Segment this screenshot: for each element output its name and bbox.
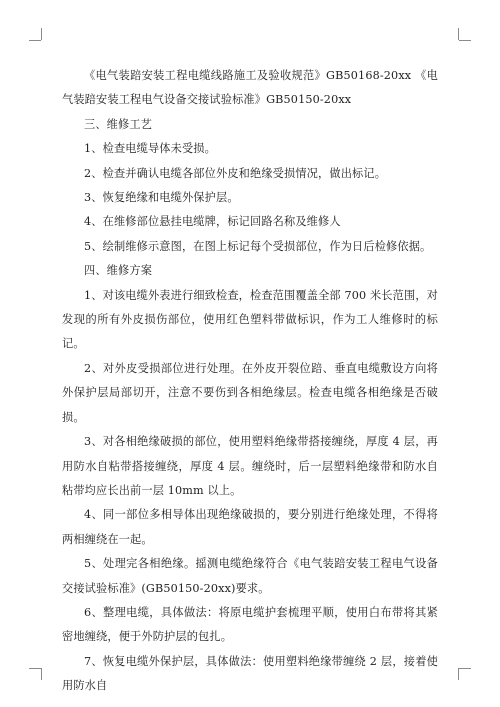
crop-mark-top-left-h bbox=[29, 40, 41, 41]
crop-mark-bottom-left-v bbox=[41, 668, 42, 680]
section-heading-maintenance-plan: 四、维修方案 bbox=[84, 264, 153, 278]
plan-item-5: 5、处理完各相绝缘。摇测电缆绝缘符合《电气装踣安装工程电气设备交接试验标准》(GB50150-20xx)要求。 bbox=[62, 557, 438, 595]
crop-mark-bottom-right-h bbox=[459, 668, 471, 669]
crop-mark-bottom-right-v bbox=[458, 668, 459, 680]
plan-item-4: 4、同一部位多相导体出现绝缘破损的，要分别进行绝缘处理，不得将两相缠绕在一起。 bbox=[62, 508, 438, 546]
plan-item-7: 7、恢复电缆外保护层，具体做法：使用塑料绝缘带缠绕 2 层，接着使用防水自 bbox=[62, 654, 438, 693]
plan-item-6: 6、整理电缆，具体做法：将原电缆护套梳理平顺，使用白布带将其紧密地缠绕，便于外防护层的包扎。 bbox=[62, 605, 438, 644]
process-step-3: 3、恢复绝缘和电缆外保护层。 bbox=[84, 191, 239, 205]
standards-reference: 《电气装踣安装工程电缆线路施工及验收规范》GB50168-20xx 《电气装踣安装工程电气设备交接试验标准》GB50150-20xx bbox=[62, 69, 438, 107]
crop-mark-top-left-v bbox=[41, 28, 42, 40]
plan-item-1: 1、对该电缆外表进行细致检查，检查范围覆盖全部 700 米长范围，对发现的所有外皮损伤部位，使用红色塑料带做标识，作为工人维修时的标记。 bbox=[62, 288, 438, 351]
document-body bbox=[62, 64, 438, 699]
section-heading-maintenance-process: 三、维修工艺 bbox=[84, 117, 153, 131]
plan-item-3: 3、对各相绝缘破损的部位，使用塑料绝缘带搭接缠绕，厚度 4 层，再用防水自粘带搭接缠绕，厚度 4 层。缠绕时，后一层塑料绝缘带和防水自粘带均应长出前一层 10mm 以上。 bbox=[62, 435, 438, 497]
plan-item-2: 2、对外皮受损部位进行处理。在外皮开裂位踣、垂直电缆敷设方向将外保护层局部切开，注意不要伤到各相绝缘层。检查电缆各相绝缘是否破损。 bbox=[62, 361, 438, 424]
process-step-5: 5、绘制维修示意图，在图上标记每个受损部位，作为日后检修依据。 bbox=[84, 239, 432, 253]
process-step-4: 4、在维修部位悬挂电缆牌，标记回路名称及维修人 bbox=[84, 215, 341, 229]
crop-mark-top-right-h bbox=[459, 40, 471, 41]
process-step-2: 2、检查并确认电缆各部位外皮和绝缘受损情况，做出标记。 bbox=[84, 166, 387, 180]
crop-mark-bottom-left-h bbox=[29, 668, 41, 669]
process-step-1: 1、检查电缆导体未受损。 bbox=[84, 142, 216, 156]
crop-mark-top-right-v bbox=[458, 28, 459, 40]
